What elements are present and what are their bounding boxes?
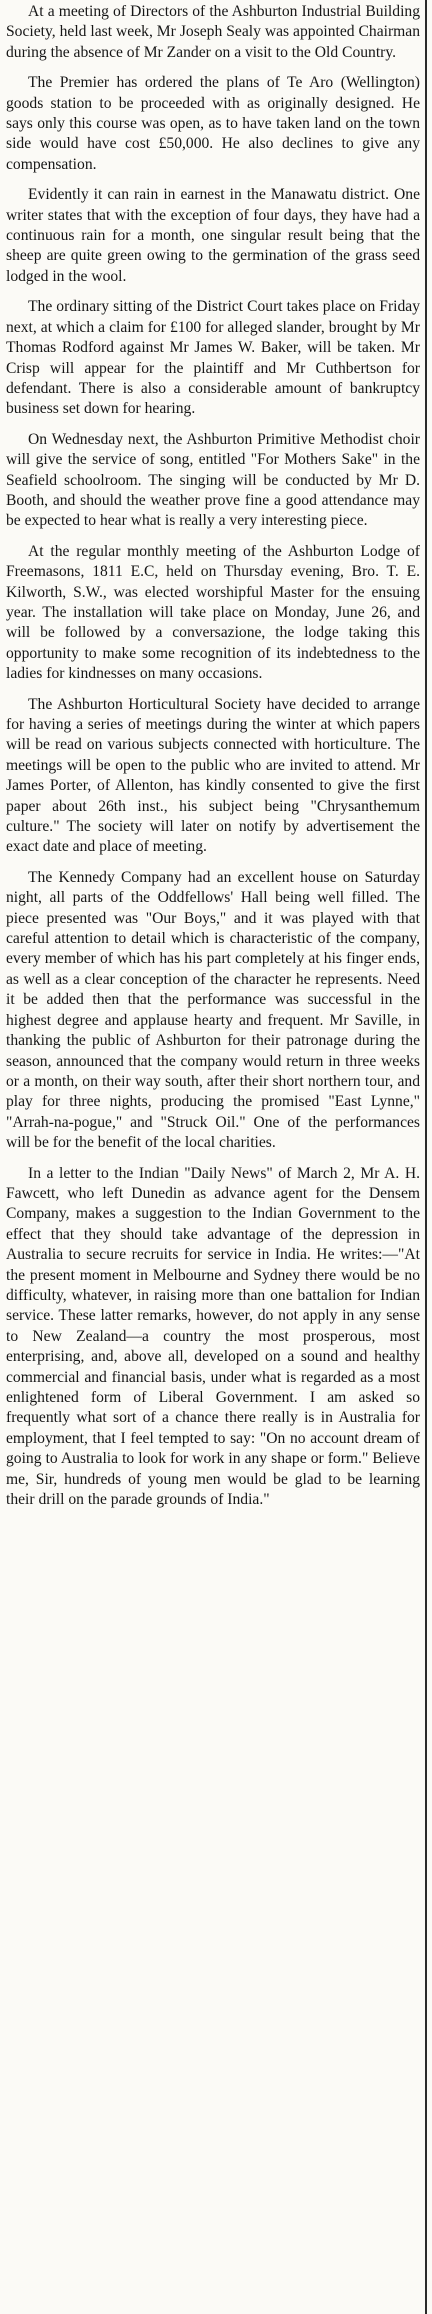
news-item-fawcett-letter: In a letter to the Indian "Daily News" of March 2, Mr A. H. Fawcett, who left Dunedin as advance agent for the Densem Company, makes a suggestion to the Indian Government to the effect that they should take advantage of the depression in Australia to secure recruits for service in India. He writes:—"At the present moment in Melbourne and Sydney there would be no difficulty, whatever, in raising more than one battalion for Indian service. These latter remarks, however, do not apply in any sense to New Zealand—a country the most prosperous, most enterprising, and, above all, developed on a sound and healthy commercial and financial basis, under what is regarded as a most enlightened form of Liberal Government. I am asked so frequently what sort of a chance there really is in Australia for employment, that I feel tempted to say: "On no account dream of going to Australia to look for work in any shape or form." Believe me, Sir, hundreds of young men would be glad to be learning their drill on the parade grounds of India.": [6, 1164, 420, 1509]
news-item-manawatu-rain: Evidently it can rain in earnest in the Manawatu district. One writer states that with the exception of four days, they have had a continuous rain for a month, one singular result being that the sheep are quite green owing to the germination of the grass seed lodged in the wool.: [6, 186, 420, 285]
news-item-freemasons: At the regular monthly meeting of the Ashburton Lodge of Freemasons, 1811 E.C, held on Thursday evening, Bro. T. E. Kilworth, S.W., was elected worshipful Master for the ensuing year. The installation will take place on Monday, June 26, and will be followed by a conversazione, the lodge taking this opportunity to make some recognition of its indebtedness to the ladies for kindnesses on many occasions.: [6, 542, 420, 683]
news-item-kennedy-company: The Kennedy Company had an excellent house on Saturday night, all parts of the Oddfellows' Hall being well filled. The piece presented was "Our Boys," and it was played with that careful attention to detail which is characteristic of the company, every member of which has his part completely at his finger ends, as well as a clear conception of the character he represents. Need it be added then that the performance was successful in the highest degree and applause hearty and frequent. Mr Saville, in thanking the public of Ashburton for their patronage during the season, announced that the company would return in three weeks or a month, on their way south, after their short northern tour, and play for three nights, producing the promised "East Lynne," "Arrah-na-pogue," and "Struck Oil." One of the performances will be for the benefit of the local charities.: [6, 868, 420, 1152]
news-item-methodist-choir: On Wednesday next, the Ashburton Primitive Methodist choir will give the service of song, entitled "For Mothers Sake" in the Seafield schoolroom. The singing will be conducted by Mr D. Booth, and should the weather prove fine a good attendance may be expected to hear what is really a very interesting piece.: [6, 430, 420, 530]
column-rule: [425, 0, 427, 2314]
news-item-district-court: The ordinary sitting of the District Court takes place on Friday next, at which a claim for £100 for alleged slander, brought by Mr Thomas Rodford against Mr James W. Baker, will be taken. Mr Crisp will appear for the plaintiff and Mr Cuthbertson for defendant. There is also a considerable amount of bankruptcy business set down for hearing.: [6, 298, 420, 418]
news-item-te-aro-station: The Premier has ordered the plans of Te Aro (Wellington) goods station to be proceeded with as originally designed. He says only this course was open, as to have taken land on the town side would have cost £50,000. He also declines to give any compensation.: [6, 74, 420, 173]
news-item-horticultural-society: The Ashburton Horticultural Society have decided to arrange for having a series of meetings during the winter at which papers will be read on various subjects connected with horticulture. The meetings will be open to the public who are invited to attend. Mr James Porter, of Allenton, has kindly consented to give the first paper about 26th inst., his subject being "Chrysanthemum culture." The society will later on notify by advertisement the exact date and place of meeting.: [6, 695, 420, 856]
news-column: [6, 2, 420, 1520]
news-item-building-society: At a meeting of Directors of the Ashburton Industrial Building Society, held last week, Mr Joseph Sealy was appointed Chairman during the absence of Mr Zander on a visit to the Old Country.: [6, 3, 420, 61]
